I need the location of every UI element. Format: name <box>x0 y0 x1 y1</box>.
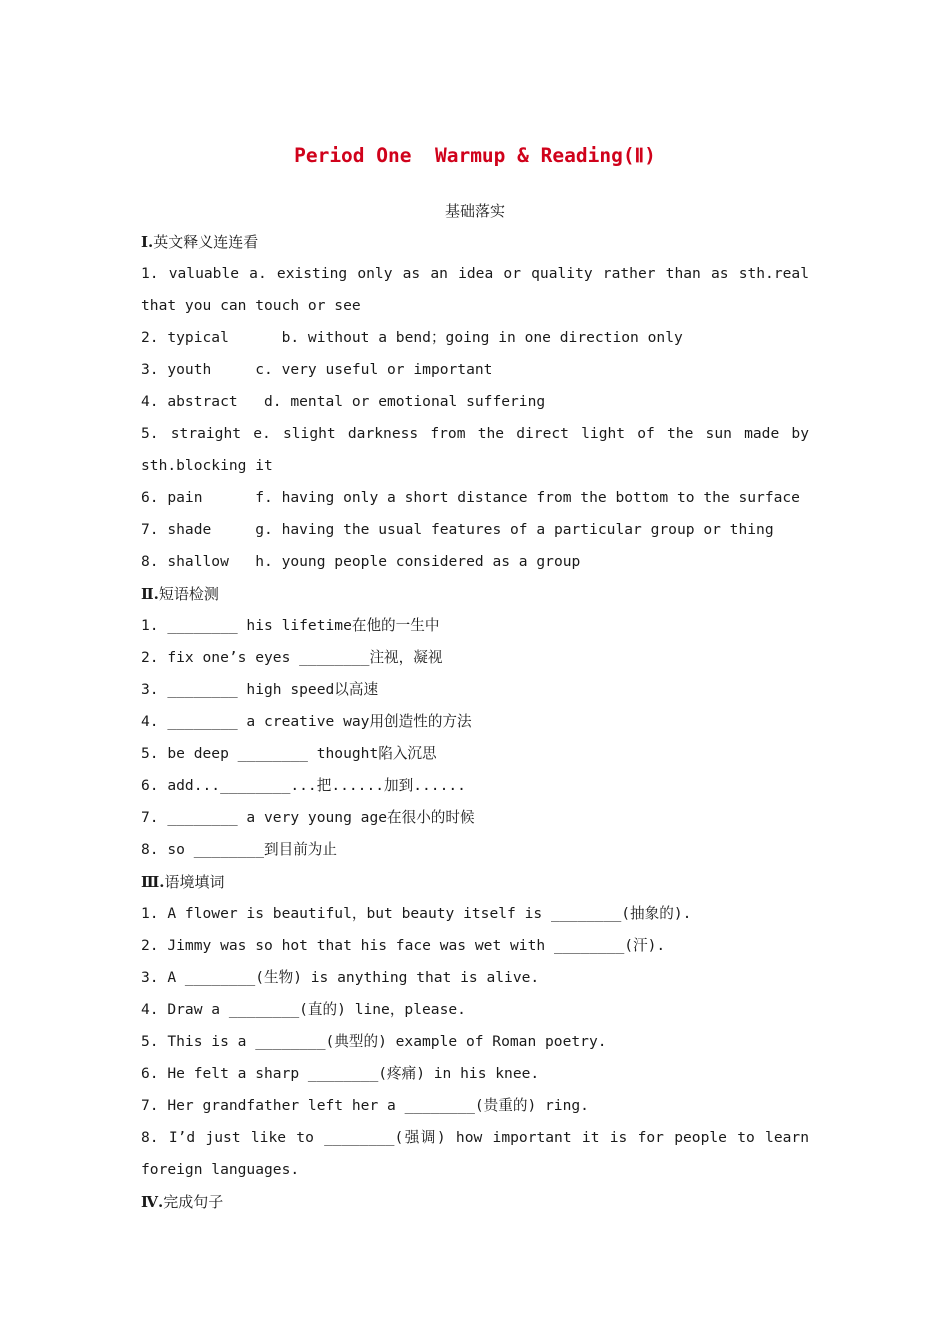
matching-line: sth.blocking it <box>141 457 273 474</box>
fill-item: 2. Jimmy was so hot that his face was wet with ________(汗). <box>141 937 666 954</box>
matching-line: 1. valuable a. existing only as an idea or quality rather than as sth.real <box>141 265 809 282</box>
matching-line: that you can touch or see <box>141 297 361 314</box>
section-number: Ⅳ. <box>141 1193 164 1211</box>
phrase-item: 1. ________ his lifetime在他的一生中 <box>141 617 440 634</box>
section-label: 英文释义连连看 <box>153 233 259 251</box>
fill-item: 1. A flower is beautiful，but beauty itself is ________(抽象的). <box>141 905 692 922</box>
section-label: 短语检测 <box>158 585 219 603</box>
section-label: 语境填词 <box>164 873 225 891</box>
exercise-content <box>141 226 809 1218</box>
fill-item: 4. Draw a ________(直的) line，please. <box>141 1001 466 1018</box>
fill-item: 6. He felt a sharp ________(疼痛) in his knee. <box>141 1065 540 1082</box>
section-number: Ⅱ. <box>141 585 159 603</box>
page-title: Period One Warmup & Reading(Ⅱ) <box>294 144 656 167</box>
section-heading-2 <box>141 578 809 610</box>
section-number: Ⅰ. <box>141 233 154 251</box>
fill-item: foreign languages. <box>141 1161 300 1178</box>
page-subtitle: 基础落实 <box>444 202 505 220</box>
matching-line: 4. abstract d. mental or emotional suffering <box>141 393 546 410</box>
fill-item: 8. I’d just like to ________(强调) how important it is for people to learn <box>141 1129 809 1146</box>
matching-line: 6. pain f. having only a short distance from the bottom to the surface <box>141 489 800 506</box>
section-label: 完成句子 <box>163 1193 224 1211</box>
phrase-item: 5. be deep ________ thought陷入沉思 <box>141 745 437 762</box>
matching-line: 8. shallow h. young people considered as a group <box>141 553 581 570</box>
section-number: Ⅲ. <box>141 873 165 891</box>
phrase-item: 6. add...________...把......加到...... <box>141 777 466 794</box>
fill-item: 5. This is a ________(典型的) example of Roman poetry. <box>141 1033 607 1050</box>
section-heading-3 <box>141 866 809 898</box>
phrase-item: 8. so ________到目前为止 <box>141 841 337 858</box>
phrase-item: 2. fix one’s eyes ________注视，凝视 <box>141 649 443 666</box>
phrase-item: 7. ________ a very young age在很小的时候 <box>141 809 475 826</box>
matching-line: 7. shade g. having the usual features of a particular group or thing <box>141 521 774 538</box>
phrase-item: 3. ________ high speed以高速 <box>141 681 379 698</box>
section-heading-4 <box>141 1186 809 1218</box>
phrase-item: 4. ________ a creative way用创造性的方法 <box>141 713 472 730</box>
matching-line: 5. straight e. slight darkness from the direct light of the sun made by <box>141 425 809 442</box>
section-heading-1 <box>141 226 809 258</box>
fill-item: 7. Her grandfather left her a ________(贵重的) ring. <box>141 1097 589 1114</box>
matching-line: 2. typical b. without a bend；going in one direction only <box>141 329 683 346</box>
matching-line: 3. youth c. very useful or important <box>141 361 493 378</box>
fill-item: 3. A ________(生物) is anything that is alive. <box>141 969 540 986</box>
